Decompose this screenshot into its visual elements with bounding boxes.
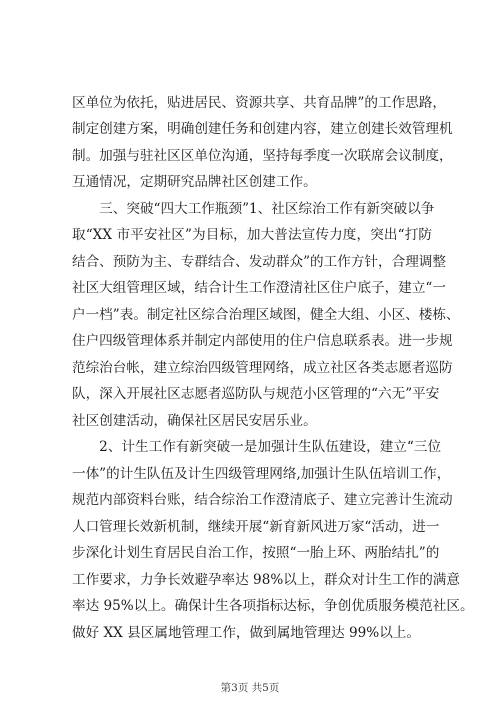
- text-line: 率达 95%以上。确保计生各项指标达标，争创优质服务模范社区。: [72, 598, 474, 614]
- text-line: 做好 XX 县区属地管理工作，做到属地管理达 99%以上。: [72, 625, 420, 641]
- text-line: 制定创建方案，明确创建任务和创建内容，建立创建长效管理机: [72, 121, 453, 137]
- text-line: 范综治台帐，建立综治四级管理网络，成立社区各类志愿者巡防: [72, 360, 453, 376]
- text-line: 人口管理长效新机制，继续开展“新育新风进万家“活动，进一: [72, 519, 440, 535]
- text-line: 一体”的计生队伍及计生四级管理网络,加强计生队伍培训工作，: [72, 466, 451, 482]
- page-footer: 第3页 共5页: [220, 682, 280, 694]
- text-line: 社区大组管理区域，结合计生工作澄清社区住户底子，建立“一: [72, 280, 446, 296]
- text-line: 结合、预防为主、专群结合、发动群众”的工作方针，合理调整: [72, 254, 446, 270]
- text-line: 取“XX 市平安社区”为目标，加大普法宣传力度，突出“打防: [72, 227, 432, 243]
- text-line: 互通情况，定期研究品牌社区创建工作。: [72, 174, 317, 190]
- text-line: 工作要求，力争长效避孕率达 98%以上，群众对计生工作的满意: [72, 572, 460, 588]
- text-line: 三、突破“四大工作瓶颈”1、社区综治工作有新突破以争: [72, 201, 435, 217]
- text-line: 户一档”表。制定社区综合治理区域图，健全大组、小区、楼栋、: [72, 307, 460, 323]
- text-line: 区单位为依托，贴进居民、资源共享、共育品牌”的工作思路，: [72, 95, 446, 111]
- text-line: 社区创建活动，确保社区居民安居乐业。: [72, 413, 317, 429]
- text-line: 制。加强与驻社区区单位沟通，坚持每季度一次联席会议制度，: [72, 148, 453, 164]
- text-line: 队，深入开展社区志愿者巡防队与规范小区管理的“六无”平安: [72, 386, 440, 402]
- text-line: 2、计生工作有新突破一是加强计生队伍建设，建立“三位: [72, 439, 442, 455]
- text-line: 住户四级管理体系并制定内部使用的住户信息联系表。进一步规: [72, 333, 453, 349]
- text-line: 规范内部资料台账，结合综治工作澄清底子、建立完善计生流动: [72, 492, 453, 508]
- text-line: 步深化计划生育居民自治工作，按照“一胎上环、两胎结扎”的: [72, 545, 440, 561]
